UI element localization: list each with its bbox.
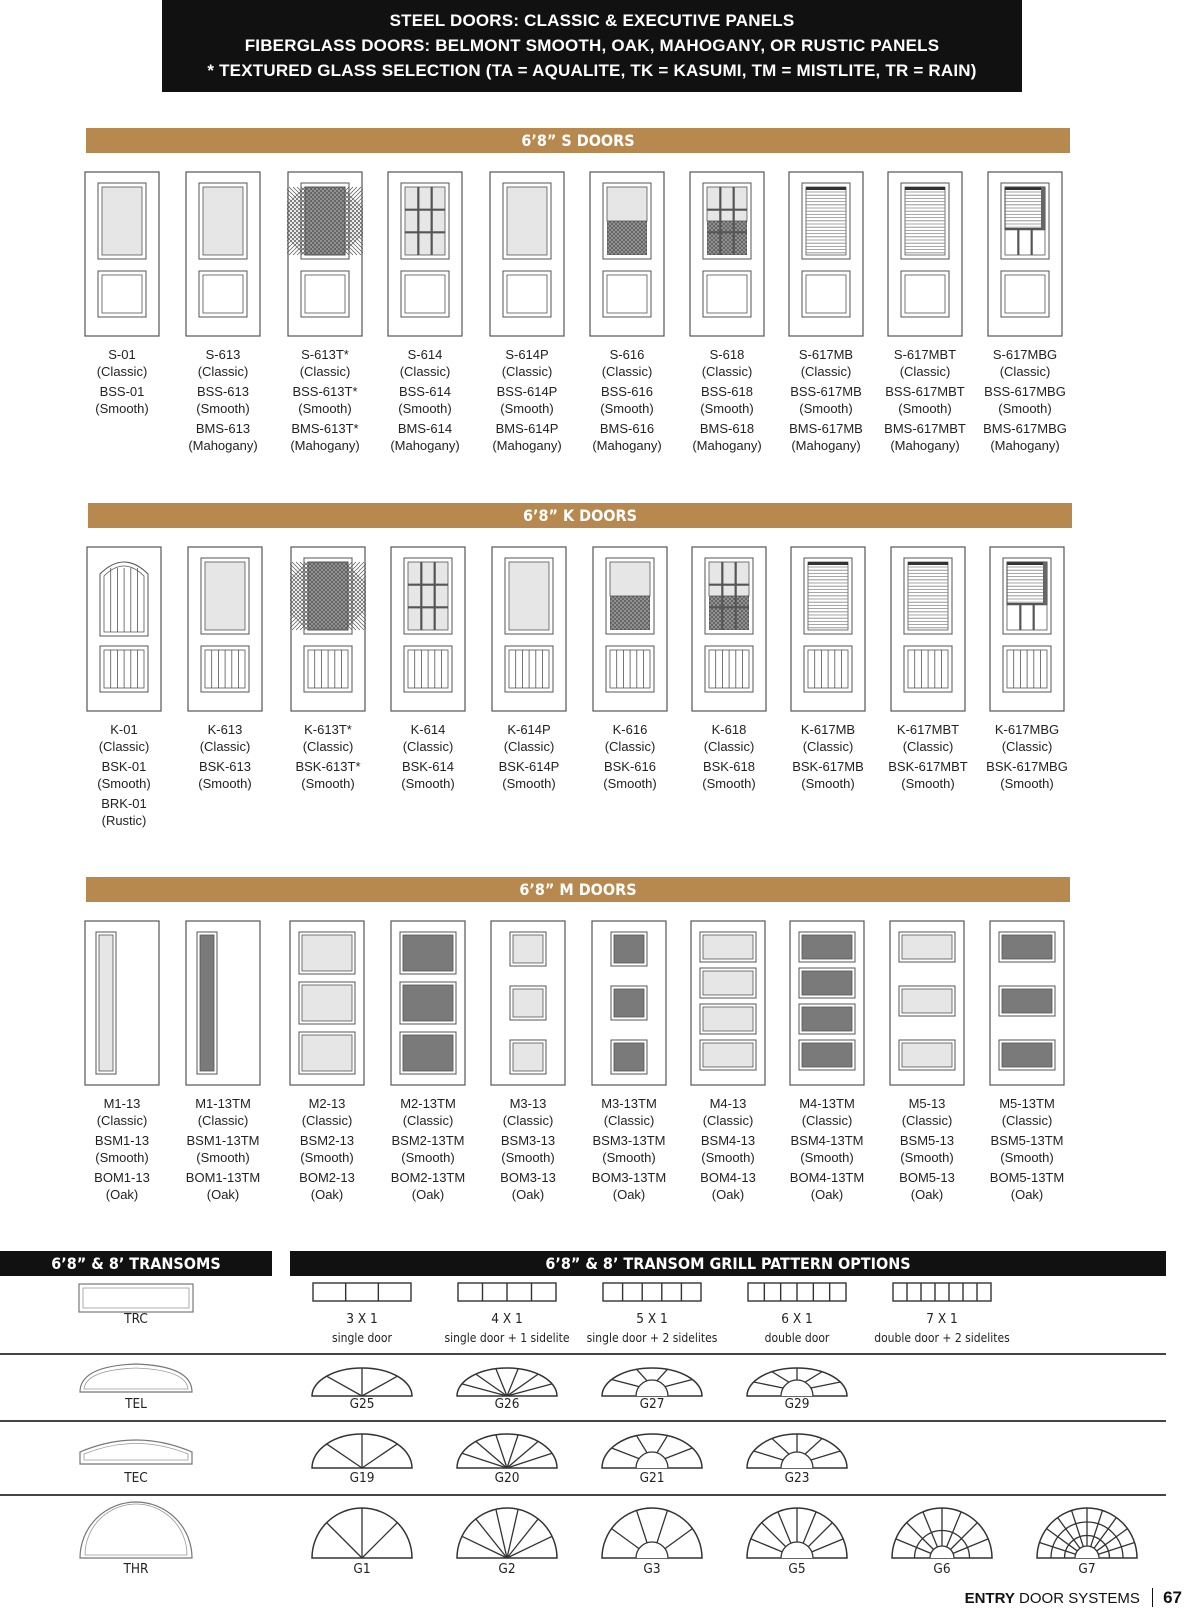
door-model-label: (Smooth) <box>702 775 756 791</box>
door-model-label: BSS-614 <box>398 384 452 399</box>
door-model-label: (Smooth) <box>500 400 554 416</box>
grill-sublabel: single door + 2 sidelites <box>586 1331 718 1345</box>
door-model-label: (Oak) <box>1010 1186 1044 1202</box>
door-model-label: BSM2-13TM <box>391 1133 465 1148</box>
half-round-grill-icon <box>310 1504 414 1560</box>
door-model-label: (Smooth) <box>95 400 149 416</box>
grill-label: 7 X 1 <box>926 1311 958 1327</box>
door-model-label: (Mahogany) <box>990 437 1060 453</box>
page-number: 67 <box>1152 1588 1182 1607</box>
door-model-label: S-617MB <box>798 347 854 362</box>
door-model-label: BOM1-13 <box>94 1170 150 1185</box>
door-arched-plank-icon <box>86 546 162 712</box>
door-model-label: (Classic) <box>703 738 755 754</box>
half-round-grill-icon <box>1035 1504 1139 1560</box>
ellipse-grill-icon <box>310 1364 414 1398</box>
door-model-label: (Classic) <box>800 363 852 379</box>
door-model-label: S-614P <box>505 347 549 362</box>
door-model-label: (Classic) <box>301 1112 353 1128</box>
door-model-label: (Classic) <box>399 363 451 379</box>
transoms-title: 6’8” & 8’ TRANSOMS <box>0 1251 272 1276</box>
door-model-label: (Smooth) <box>95 1149 149 1165</box>
door-model-label: K-616 <box>612 722 648 737</box>
ellipse-grill-icon <box>455 1364 559 1398</box>
door-model-label: (Classic) <box>302 738 354 754</box>
door-option <box>272 920 382 1203</box>
grills-title: 6’8” & 8’ TRANSOM GRILL PATTERN OPTIONS <box>290 1251 1166 1276</box>
transom-ellipse-icon <box>78 1362 194 1394</box>
door-model-label: (Smooth) <box>1000 775 1054 791</box>
door-model-label: (Classic) <box>702 1112 754 1128</box>
door-full-lite-icon <box>185 171 261 337</box>
door-model-label: (Oak) <box>910 1186 944 1202</box>
door-model-label: M4-13 <box>709 1096 747 1111</box>
grill-label: G7 <box>1078 1561 1096 1577</box>
door-model-label: BOM4-13 <box>700 1170 756 1185</box>
door-grid-lite-icon <box>390 546 466 712</box>
door-option <box>873 546 983 792</box>
door-three-small-lite-icon <box>490 920 566 1086</box>
door-lattice-lite-icon <box>592 546 668 712</box>
door-model-label: BSK-613T* <box>295 759 361 774</box>
door-model-label: (Classic) <box>501 363 553 379</box>
door-model-label: BSS-617MBG <box>984 384 1066 399</box>
door-model-label: (Smooth) <box>602 1149 656 1165</box>
door-model-label: BSS-614P <box>496 384 558 399</box>
door-model-label: K-617MBT <box>896 722 960 737</box>
transom-label: TRC <box>124 1311 148 1327</box>
door-model-label: BSM5-13 <box>899 1133 955 1148</box>
door-option <box>572 171 682 454</box>
door-full-lite-icon <box>489 171 565 337</box>
door-model-label: BMS-614 <box>397 421 453 436</box>
half-round-grill-icon <box>455 1504 559 1560</box>
door-model-label: M1-13TM <box>195 1096 251 1111</box>
door-model-label: K-618 <box>711 722 747 737</box>
door-model-label: BMS-617MBT <box>884 421 966 436</box>
door-model-label: BSK-618 <box>702 759 756 774</box>
door-three-wide-lite-icon <box>889 920 965 1086</box>
door-option <box>673 920 783 1203</box>
door-model-label: (Classic) <box>999 363 1051 379</box>
door-model-label: BSK-01 <box>101 759 147 774</box>
footer-brand: ENTRY <box>964 1590 1015 1607</box>
door-model-label: (Smooth) <box>799 400 853 416</box>
door-model-label: K-617MBG <box>994 722 1060 737</box>
ellipse-grill-icon <box>745 1364 849 1398</box>
grill-sublabel: double door <box>764 1331 830 1345</box>
door-model-label: M5-13TM <box>999 1096 1055 1111</box>
transom-label: TEL <box>125 1396 147 1412</box>
door-model-label: K-614P <box>507 722 551 737</box>
door-model-label: BOM1-13TM <box>185 1170 261 1185</box>
door-narrow-textured-icon <box>185 920 261 1086</box>
door-model-label: (Oak) <box>310 1186 344 1202</box>
door-model-label: M5-13 <box>908 1096 946 1111</box>
door-model-label: BSK-616 <box>603 759 657 774</box>
door-model-label: (Classic) <box>299 363 351 379</box>
door-model-label: BSK-617MB <box>792 759 864 774</box>
door-option <box>373 546 483 792</box>
door-model-label: (Classic) <box>601 363 653 379</box>
door-model-label: BSM2-13 <box>299 1133 355 1148</box>
door-model-label: (Mahogany) <box>492 437 562 453</box>
door-model-label: BSS-617MB <box>790 384 862 399</box>
transom-half-round-icon <box>78 1500 194 1560</box>
door-option <box>574 920 684 1203</box>
eyebrow-grill-icon <box>310 1430 414 1470</box>
door-model-label: S-614 <box>407 347 443 362</box>
rect-grill-3x1-icon <box>312 1282 412 1302</box>
door-model-label: BOM2-13TM <box>390 1170 466 1185</box>
grill-label: G20 <box>494 1470 520 1486</box>
door-option <box>273 546 383 792</box>
door-model-label: BSM3-13TM <box>592 1133 666 1148</box>
grill-sublabel: single door + 1 sidelite <box>444 1331 570 1345</box>
door-model-label: (Classic) <box>402 738 454 754</box>
door-model-label: (Smooth) <box>398 400 452 416</box>
k-doors-title: 6’8” K DOORS <box>88 503 1072 528</box>
door-option <box>972 920 1082 1203</box>
door-model-label: (Smooth) <box>1000 1149 1054 1165</box>
door-model-label: (Mahogany) <box>791 437 861 453</box>
rect-grill-6x1-icon <box>747 1282 847 1302</box>
door-model-label: BSK-614P <box>498 759 560 774</box>
grill-label: G6 <box>933 1561 951 1577</box>
door-option <box>773 546 883 792</box>
door-model-label: (Smooth) <box>97 775 151 791</box>
door-model-label: (Classic) <box>199 738 251 754</box>
door-option <box>473 920 583 1203</box>
door-model-label: BMS-616 <box>599 421 655 436</box>
rect-grill-4x1-icon <box>457 1282 557 1302</box>
door-model-label: (Oak) <box>612 1186 646 1202</box>
door-model-label: BMS-617MBG <box>983 421 1067 436</box>
door-model-label: BMS-613 <box>195 421 251 436</box>
transom-eyebrow-icon <box>78 1432 194 1466</box>
door-model-label: K-613T* <box>304 722 352 737</box>
door-model-label: (Mahogany) <box>390 437 460 453</box>
door-model-label: BOM5-13 <box>899 1170 955 1185</box>
door-model-label: BSM1-13 <box>94 1133 150 1148</box>
door-grid-lattice-icon <box>689 171 765 337</box>
door-model-label: BMS-618 <box>699 421 755 436</box>
door-model-label: BMS-614P <box>495 421 559 436</box>
door-model-label: (Classic) <box>801 1112 853 1128</box>
door-model-label: BSS-613 <box>196 384 250 399</box>
door-blinds-grille-icon <box>987 171 1063 337</box>
door-model-label: BSS-01 <box>99 384 145 399</box>
eyebrow-grill-icon <box>455 1430 559 1470</box>
header-line-3: * TEXTURED GLASS SELECTION (TA = AQUALITE, TK = KASUMI, TM = MISTLITE, TR = RAIN) <box>207 61 977 80</box>
door-three-textured-icon <box>390 920 466 1086</box>
door-model-label: BOM2-13 <box>299 1170 355 1185</box>
door-model-label: S-617MBT <box>893 347 957 362</box>
door-model-label: BMS-617MB <box>789 421 863 436</box>
door-model-label: S-617MBG <box>992 347 1058 362</box>
door-model-label: (Smooth) <box>898 400 952 416</box>
ellipse-grill-icon <box>600 1364 704 1398</box>
door-model-label: M2-13 <box>308 1096 346 1111</box>
door-model-label: S-618 <box>709 347 745 362</box>
door-model-label: (Smooth) <box>701 1149 755 1165</box>
door-full-lite-icon <box>491 546 567 712</box>
grill-label: G27 <box>639 1396 665 1412</box>
door-model-label: (Classic) <box>603 1112 655 1128</box>
door-full-lite-icon <box>84 171 160 337</box>
door-model-label: (Smooth) <box>603 775 657 791</box>
half-round-grill-icon <box>890 1504 994 1560</box>
door-model-label: (Rustic) <box>101 812 147 828</box>
grill-label: G19 <box>349 1470 375 1486</box>
door-model-label: (Oak) <box>105 1186 139 1202</box>
divider <box>0 1353 1166 1355</box>
door-model-label: (Smooth) <box>300 1149 354 1165</box>
door-option <box>771 171 881 454</box>
door-model-label: (Smooth) <box>298 400 352 416</box>
door-model-label: (Classic) <box>402 1112 454 1128</box>
door-option <box>674 546 784 792</box>
door-model-label: (Classic) <box>503 738 555 754</box>
eyebrow-grill-icon <box>745 1430 849 1470</box>
page-footer <box>965 1588 1182 1608</box>
grill-label: G21 <box>639 1470 665 1486</box>
grill-label: 6 X 1 <box>781 1311 813 1327</box>
grill-label: 5 X 1 <box>636 1311 668 1327</box>
door-model-label: BSK-614 <box>401 759 455 774</box>
door-option <box>170 546 280 792</box>
door-model-label: (Smooth) <box>502 775 556 791</box>
door-option <box>970 171 1080 454</box>
door-model-label: (Oak) <box>411 1186 445 1202</box>
door-model-label: BSS-613T* <box>292 384 358 399</box>
door-model-label: S-01 <box>108 347 136 362</box>
door-blinds-grille-icon <box>989 546 1065 712</box>
door-model-label: (Smooth) <box>196 1149 250 1165</box>
door-model-label: (Classic) <box>902 738 954 754</box>
grill-label: G1 <box>353 1561 371 1577</box>
half-round-grill-icon <box>600 1504 704 1560</box>
door-four-textured-icon <box>789 920 865 1086</box>
door-model-label: (Smooth) <box>198 775 252 791</box>
door-option <box>772 920 882 1203</box>
header-line-1: STEEL DOORS: CLASSIC & EXECUTIVE PANELS <box>389 11 795 30</box>
door-option <box>872 920 982 1203</box>
door-textured-lite-icon <box>290 546 366 712</box>
header-line-2: FIBERGLASS DOORS: BELMONT SMOOTH, OAK, MAHOGANY, OR RUSTIC PANELS <box>244 36 940 55</box>
door-model-label: S-613 <box>205 347 241 362</box>
grill-label: 4 X 1 <box>491 1311 523 1327</box>
door-model-label: (Smooth) <box>196 400 250 416</box>
door-model-label: (Classic) <box>96 1112 148 1128</box>
door-model-label: M1-13 <box>103 1096 141 1111</box>
door-model-label: BSS-618 <box>700 384 754 399</box>
half-round-grill-icon <box>745 1504 849 1560</box>
door-model-label: (Classic) <box>901 1112 953 1128</box>
door-model-label: (Smooth) <box>801 775 855 791</box>
door-model-label: (Classic) <box>604 738 656 754</box>
door-model-label: (Smooth) <box>901 775 955 791</box>
door-blinds-icon <box>890 546 966 712</box>
door-three-small-textured-icon <box>591 920 667 1086</box>
door-model-label: (Oak) <box>206 1186 240 1202</box>
door-model-label: BSM5-13TM <box>990 1133 1064 1148</box>
door-option <box>370 171 480 454</box>
s-doors-title: 6’8” S DOORS <box>86 128 1070 153</box>
door-model-label: (Smooth) <box>600 400 654 416</box>
door-lattice-lite-icon <box>589 171 665 337</box>
door-model-label: BOM5-13TM <box>989 1170 1065 1185</box>
door-option <box>575 546 685 792</box>
door-blinds-icon <box>788 171 864 337</box>
door-model-label: (Classic) <box>96 363 148 379</box>
grill-label: G5 <box>788 1561 806 1577</box>
door-model-label: (Smooth) <box>700 400 754 416</box>
door-three-lite-icon <box>289 920 365 1086</box>
door-model-label: BSM4-13 <box>700 1133 756 1148</box>
door-model-label: BOM4-13TM <box>789 1170 865 1185</box>
door-model-label: (Classic) <box>701 363 753 379</box>
door-model-label: M3-13TM <box>601 1096 657 1111</box>
door-model-label: S-616 <box>609 347 645 362</box>
grill-label: 3 X 1 <box>346 1311 378 1327</box>
door-model-label: BSK-617MBG <box>986 759 1068 774</box>
divider <box>0 1494 1166 1496</box>
door-model-label: (Classic) <box>1001 738 1053 754</box>
header-banner <box>162 0 1022 92</box>
door-full-lite-icon <box>187 546 263 712</box>
grill-label: G26 <box>494 1396 520 1412</box>
door-model-label: BRK-01 <box>101 796 147 811</box>
grill-sublabel: single door <box>332 1331 392 1345</box>
door-three-wide-textured-icon <box>989 920 1065 1086</box>
door-model-label: BSK-617MBT <box>888 759 968 774</box>
grill-label: G29 <box>784 1396 810 1412</box>
door-model-label: (Smooth) <box>800 1149 854 1165</box>
door-model-label: (Mahogany) <box>592 437 662 453</box>
grill-label: G25 <box>349 1396 375 1412</box>
grill-label: G2 <box>498 1561 516 1577</box>
door-model-label: K-613 <box>207 722 243 737</box>
door-model-label: S-613T* <box>301 347 349 362</box>
rect-grill-5x1-icon <box>602 1282 702 1302</box>
transom-label: THR <box>123 1561 149 1577</box>
grill-label: G23 <box>784 1470 810 1486</box>
door-model-label: (Smooth) <box>998 400 1052 416</box>
door-model-label: (Smooth) <box>301 775 355 791</box>
door-four-lite-icon <box>690 920 766 1086</box>
door-model-label: M3-13 <box>509 1096 547 1111</box>
door-model-label: BSM1-13TM <box>186 1133 260 1148</box>
door-option <box>168 920 278 1203</box>
door-option <box>67 920 177 1203</box>
door-option <box>168 171 278 454</box>
grill-label: G3 <box>643 1561 661 1577</box>
door-model-label: M2-13TM <box>400 1096 456 1111</box>
door-model-label: (Smooth) <box>401 1149 455 1165</box>
footer-title: DOOR SYSTEMS <box>1019 1590 1140 1607</box>
door-model-label: K-01 <box>110 722 138 737</box>
rect-grill-7x1-icon <box>892 1282 992 1302</box>
divider <box>0 1420 1166 1422</box>
door-model-label: (Classic) <box>1001 1112 1053 1128</box>
door-model-label: BSS-617MBT <box>885 384 965 399</box>
door-model-label: (Classic) <box>502 1112 554 1128</box>
door-model-label: (Mahogany) <box>290 437 360 453</box>
door-model-label: BSK-613 <box>198 759 252 774</box>
door-option <box>373 920 483 1203</box>
door-blinds-icon <box>887 171 963 337</box>
door-model-label: (Classic) <box>98 738 150 754</box>
door-model-label: (Mahogany) <box>890 437 960 453</box>
door-option <box>672 171 782 454</box>
door-model-label: BSM4-13TM <box>790 1133 864 1148</box>
eyebrow-grill-icon <box>600 1430 704 1470</box>
door-option <box>870 171 980 454</box>
transom-rectangle-icon <box>78 1283 194 1313</box>
door-model-label: (Classic) <box>802 738 854 754</box>
m-doors-title: 6’8” M DOORS <box>86 877 1070 902</box>
door-model-label: (Smooth) <box>401 775 455 791</box>
door-option <box>474 546 584 792</box>
door-model-label: K-617MB <box>800 722 856 737</box>
door-model-label: M4-13TM <box>799 1096 855 1111</box>
door-blinds-icon <box>790 546 866 712</box>
door-model-label: (Smooth) <box>501 1149 555 1165</box>
door-model-label: (Classic) <box>197 1112 249 1128</box>
door-option <box>270 171 380 454</box>
door-model-label: (Oak) <box>511 1186 545 1202</box>
door-model-label: BOM3-13 <box>500 1170 556 1185</box>
door-model-label: (Oak) <box>711 1186 745 1202</box>
door-option <box>69 546 179 829</box>
door-textured-lite-icon <box>287 171 363 337</box>
door-model-label: (Classic) <box>197 363 249 379</box>
door-model-label: BMS-613T* <box>291 421 359 436</box>
door-option <box>67 171 177 417</box>
door-model-label: BSM3-13 <box>500 1133 556 1148</box>
door-model-label: (Mahogany) <box>188 437 258 453</box>
door-grid-lattice-icon <box>691 546 767 712</box>
door-narrow-lite-icon <box>84 920 160 1086</box>
door-model-label: K-614 <box>410 722 446 737</box>
door-model-label: BSS-616 <box>600 384 654 399</box>
door-model-label: (Smooth) <box>900 1149 954 1165</box>
transom-label: TEC <box>124 1470 148 1486</box>
door-model-label: (Classic) <box>899 363 951 379</box>
door-option <box>472 171 582 454</box>
door-model-label: (Mahogany) <box>692 437 762 453</box>
door-grid-lite-icon <box>387 171 463 337</box>
grill-sublabel: double door + 2 sidelites <box>874 1331 1010 1345</box>
door-model-label: BOM3-13TM <box>591 1170 667 1185</box>
door-option <box>972 546 1082 792</box>
door-model-label: (Oak) <box>810 1186 844 1202</box>
